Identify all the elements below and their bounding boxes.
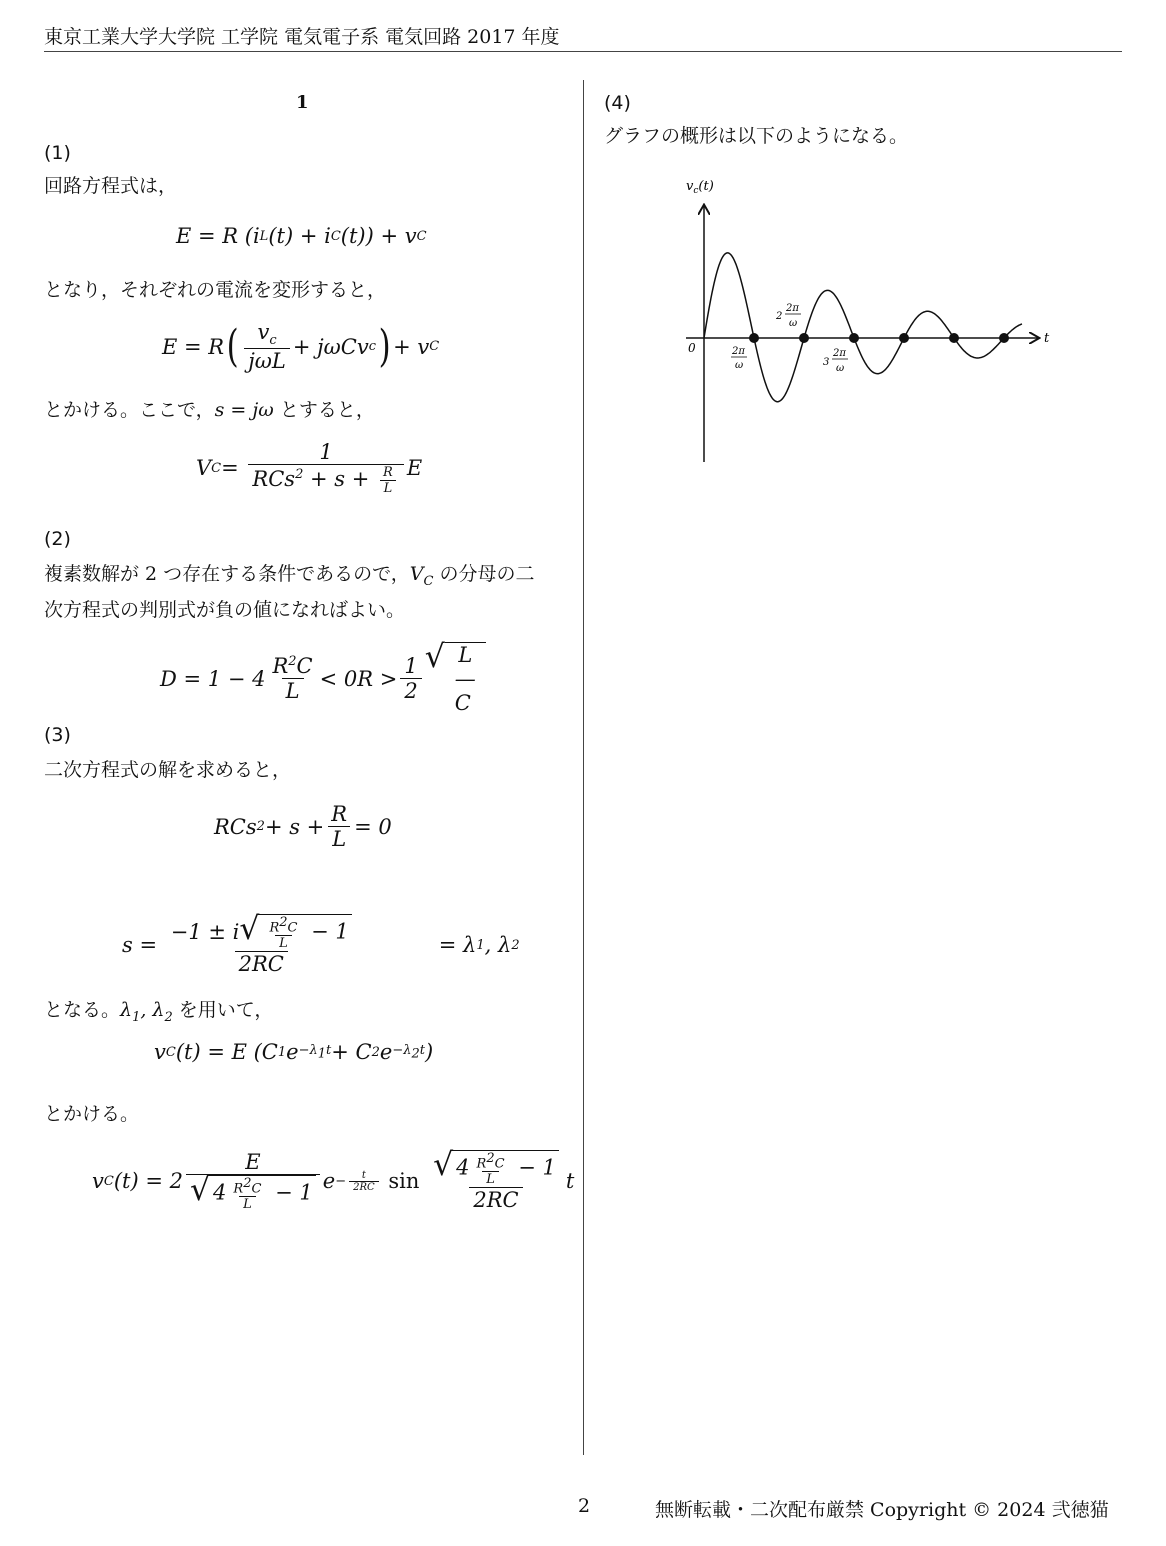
q1-label: (1) [44, 142, 71, 164]
svg-text:2π: 2π [732, 346, 745, 357]
zero-crossing-point [899, 333, 909, 343]
q2-line2: 次方程式の判別式が負の値になればよい。 [44, 599, 406, 621]
x-axis-label: t [1044, 331, 1050, 346]
svg-text:2π: 2π [833, 348, 846, 359]
q1-equation2: E = R ( $\frac{v_c}{\text{jωL}}$ + jωCv c ) + v C [162, 320, 440, 374]
copyright-notice: 無断転載・二次配布厳禁 Copyright © 2024 弐徳猫 [655, 1499, 1109, 1521]
q3-equation4: v C (t) = 2 E √ 4 $\frac{R^2C}{L}$ − 1 e − $\frac{t}{2RC}$ sin √ 4 $\frac{R^2C}{L}$ − 1 2RC t [92, 1147, 575, 1213]
svg-text:ω: ω [836, 363, 845, 374]
q3-text1: 二次方程式の解を求めると， [44, 759, 292, 781]
column-divider [583, 80, 584, 1455]
damped-sine-graph [676, 170, 1066, 470]
zero-crossing-point [849, 333, 859, 343]
svg-text:2π: 2π [786, 303, 799, 314]
tick-label-2 [775, 303, 801, 329]
page-header: 東京工業大学大学院 工学院 電気電子系 電気回路 2017 年度 [44, 26, 560, 48]
page-number: 2 [578, 1495, 591, 1517]
zero-crossing-point [799, 333, 809, 343]
y-axis-label: $v_c(t)$ [686, 179, 714, 196]
svg-text:ω: ω [735, 360, 744, 371]
tick-label-3 [823, 348, 848, 374]
svg-text:2: 2 [776, 311, 783, 322]
q3-equation2: s = −1 ± i √ $\frac{R^2C}{L}$ − 1 2RC = λ 1 , λ 2 [122, 911, 520, 977]
section-number: 1 [296, 92, 309, 113]
damped-sine-curve [704, 253, 1022, 402]
q1-text2: となり，それぞれの電流を変形すると， [44, 279, 387, 301]
q2-equation: D = 1 − 4 $\frac{R^2C}{L}$ < 0R > $\frac{1}{2}$ √ L — C [160, 642, 486, 715]
svg-text:3: 3 [823, 357, 830, 368]
zero-crossing-point [749, 333, 759, 343]
q4-text1: グラフの概形は以下のようになる。 [604, 125, 909, 147]
q1-text1: 回路方程式は， [44, 175, 178, 197]
zero-crossing-point [999, 333, 1009, 343]
q1-text3: とかける。ここで，s = jω とすると， [44, 399, 375, 421]
q3-text2: となる。$\lambda_1$, $\lambda_2$ を用いて， [44, 999, 274, 1025]
zero-crossing-point [949, 333, 959, 343]
origin-label: 0 [688, 341, 696, 355]
q1-equation1: E = R (i L (t) + i C (t)) + v C [176, 224, 427, 248]
q3-equation1: RCs 2 + s + $\frac{R}{L}$ = 0 [214, 802, 392, 851]
q4-label: (4) [604, 92, 631, 114]
svg-text:ω: ω [789, 318, 798, 329]
q1-equation3: V C = 1 RCs$^2$ + s + $\frac{R}{L}$ E [196, 440, 423, 496]
tick-label-1 [731, 346, 747, 371]
q2-line1: 複素数解が 2 つ存在する条件であるので，$V_C$ の分母の二 [44, 563, 535, 589]
q3-text3: とかける。 [44, 1103, 140, 1125]
q3-equation3: v C (t) = E (C 1 e $-\lambda_1t$ + C 2 e $-\lambda_2t$ ) [154, 1040, 434, 1064]
header-rule [44, 51, 1122, 52]
q2-label: (2) [44, 528, 71, 550]
q3-label: (3) [44, 724, 71, 746]
